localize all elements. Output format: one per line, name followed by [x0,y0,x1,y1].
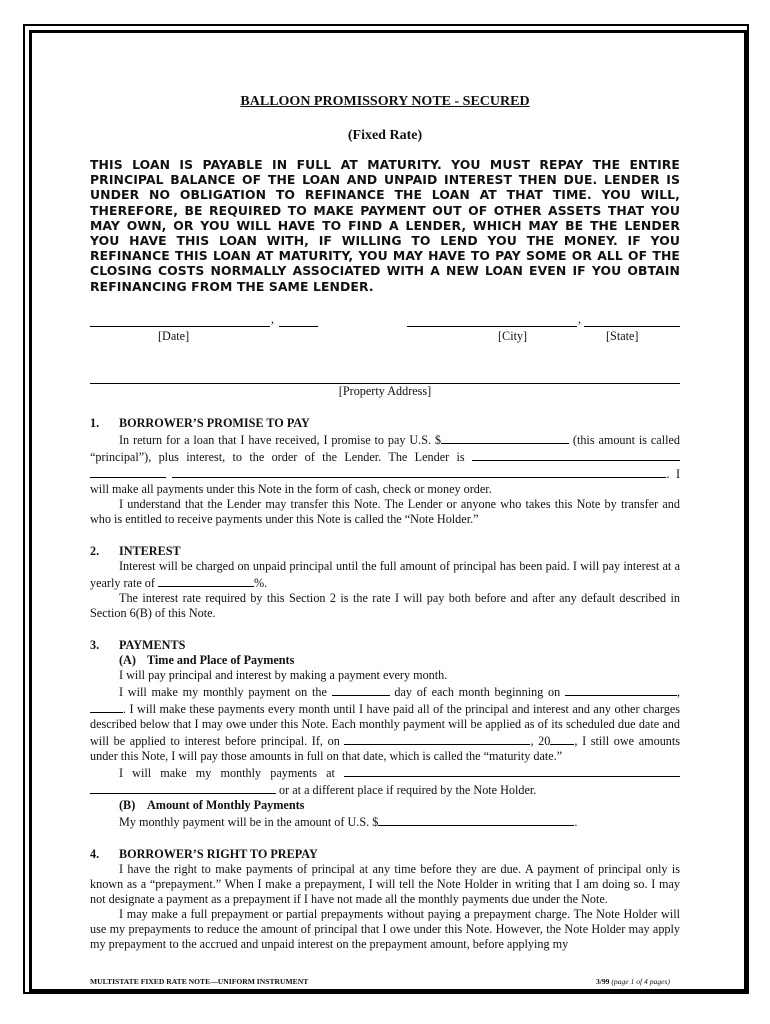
footer-date: 3/99 [595,977,610,986]
lender-name-field[interactable] [472,448,680,461]
section-3-heading [90,638,680,653]
payment-place-field-2[interactable] [90,781,276,794]
city-field[interactable] [407,314,577,327]
section-3-paragraph-2 [90,683,680,764]
lender-name-field-2[interactable] [90,465,166,478]
document-body [90,94,680,952]
city-comma: , [578,311,582,326]
interest-rate-field[interactable] [158,574,254,587]
monthly-payment-amount-field[interactable] [378,813,574,826]
s2-text-a: Interest will be charged on unpaid principal until the full amount of principal has been paid. I will pay interest at a yearly rate of [90,558,680,590]
section-2-heading [90,544,680,559]
property-address-field[interactable] [90,369,680,384]
section-4-heading [90,847,680,862]
section-1-heading [90,416,680,431]
s2-text-b: %. [254,575,268,590]
s3-text-e: , 20 [530,733,551,748]
s3-text-d: . I will make these payments every month until I have paid all of the principal and interest and any other charges described below that I may owe under this Note. Each monthly payment will be applied as of its scheduled due date and will be applied to interest before principal. If, on [90,701,680,748]
section-3b-title: Amount of Monthly Payments [147,797,305,812]
section-3-paragraph-1: I will pay principal and interest by making a payment every month. [119,667,448,682]
section-2-paragraph-2: The interest rate required by this Section 2 is the rate I will pay both before and after any default described in Section 6(B) of this Note. [90,590,680,620]
s3-text-h: or at a different place if required by the Note Holder. [276,782,537,797]
date-field[interactable] [90,314,270,327]
payment-day-field[interactable] [332,683,390,696]
s3-text-c: , [676,684,681,699]
section-2-title: INTEREST [119,543,181,558]
document-title: BALLOON PROMISSORY NOTE - SECURED [240,94,530,109]
footer-page-info [596,977,670,986]
year-field[interactable] [279,314,318,327]
section-3a-title: Time and Place of Payments [147,652,295,667]
date-label: [Date] [158,328,190,343]
state-field[interactable] [584,314,680,327]
section-1-paragraph-2: I understand that the Lender may transfer this Note. The Lender or anyone who takes this Note by transfer and who is entitled to receive payments under this Note is called the “Note Holder.” [90,496,680,526]
section-1-number: 1. [90,415,100,430]
payment-place-field[interactable] [344,764,680,777]
city-label: [City] [498,328,528,343]
s3-text-g: I will make my monthly payments at [119,765,344,780]
first-payment-date-field[interactable] [565,683,677,696]
s3-text-f: , I still owe amounts under this Note, I will pay those amounts in full on that date, which is called the “maturity date.” [90,733,681,763]
lender-name-field-3[interactable] [172,465,666,478]
balloon-warning: THIS LOAN IS PAYABLE IN FULL AT MATURITY. YOU MUST REPAY THE ENTIRE PRINCIPAL BALANCE OF THE LOAN AND UNPAID INTEREST THEN DUE. LENDER IS UNDER NO OBLIGATION TO REFINANCE THE LOAN AT THAT TIME. YOU WILL, THEREFORE, BE REQUIRED TO MAKE PAYMENT OUT OF OTHER ASSETS THAT YOU MAY OWN, OR YOU WILL HAVE TO FIND A LENDER, WHICH MAY BE THE LENDER YOU HAVE THIS LOAN WITH, IF WILLING TO LEND YOU THE MONEY. IF YOU REFINANCE THIS LOAN AT MATURITY, YOU MAY HAVE TO PAY SOME OR ALL OF THE CLOSING COSTS NORMALLY ASSOCIATED WITH A NEW LOAN EVEN IF YOU OBTAIN REFINANCING FROM THE SAME LENDER. [90,157,680,294]
section-2-number: 2. [90,543,100,558]
section-3a-heading [90,653,680,668]
section-3-paragraph-3 [90,764,680,798]
property-address-label: [Property Address] [338,383,432,398]
section-4-paragraph-1: I have the right to make payments of principal at any time before they are due. A payment of principal only is known as a “prepayment.” When I make a prepayment, I will tell the Note Holder in writing that I am doing so. I may not designate a payment as a prepayment if I have not made all the monthly payments due under the Note. [90,861,680,906]
document-subtitle: (Fixed Rate) [347,128,423,143]
section-3-number: 3. [90,637,100,652]
page-footer [90,977,680,986]
section-4-paragraph-2: I may make a full prepayment or partial prepayments without paying a prepayment charge. The Note Holder will use my prepayments to reduce the amount of principal that I owe under this Note. However, the Note Holder may apply my prepayment to the accrued and unpaid interest on the prepayment amount, before applying my [90,906,680,951]
s1-text-b: (this amount is called “principal”), plus interest, to the order of the Lender. The Lender is [90,432,680,464]
state-label: [State] [606,328,639,343]
s3-text-b: day of each month beginning on [389,684,565,699]
section-1-paragraph-1 [90,431,680,497]
section-2-paragraph-1 [90,559,680,591]
section-3b-heading [90,798,680,813]
section-1-title: BORROWER’S PROMISE TO PAY [119,415,310,430]
s3-text-a: I will make my monthly payment on the [119,684,332,699]
section-3a-letter: (A) [119,652,136,667]
date-location-row [90,311,680,358]
s3-text-j: . [574,814,578,829]
s1-text-c: . I will make all payments under this Note in the form of cash, check or money order. [90,466,681,496]
maturity-date-field[interactable] [344,732,530,745]
section-4-title: BORROWER’S RIGHT TO PREPAY [119,846,318,861]
maturity-year-field[interactable] [550,732,574,745]
date-comma: , [271,311,275,326]
section-3-title: PAYMENTS [119,637,186,652]
section-4-number: 4. [90,846,100,861]
footer-instrument-name: MULTISTATE FIXED RATE NOTE—UNIFORM INSTRUMENT [90,977,309,986]
section-3-paragraph-4 [90,813,680,830]
principal-amount-field[interactable] [441,431,569,444]
footer-page-number: (page 1 of 4 pages) [611,977,670,986]
s3-text-i: My monthly payment will be in the amount of U.S. $ [119,814,379,829]
first-payment-year-field[interactable] [90,700,123,713]
s1-text-a: In return for a loan that I have received, I promise to pay U.S. $ [119,432,442,447]
section-3b-letter: (B) [119,797,136,812]
